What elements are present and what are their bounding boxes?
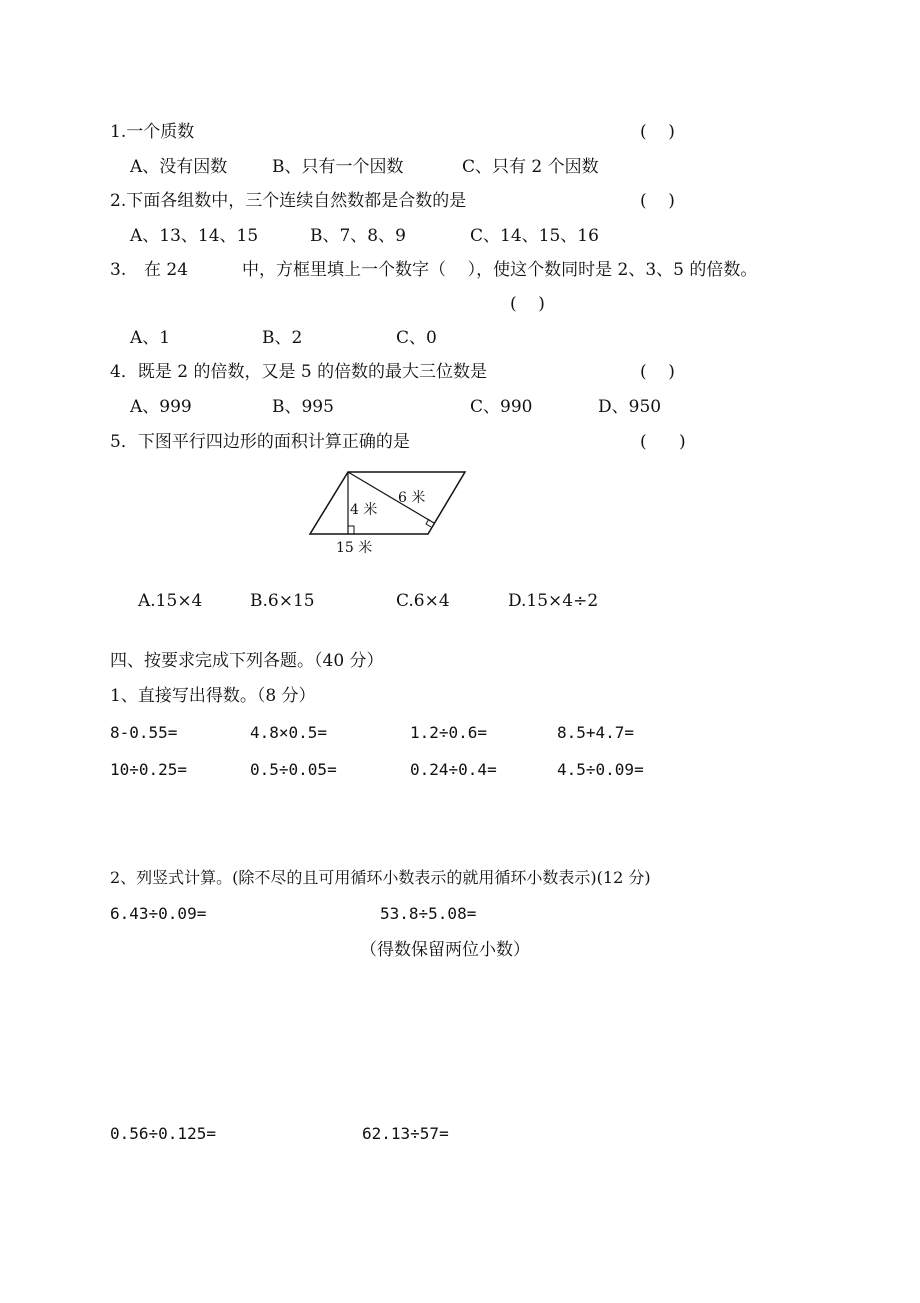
q2-option-a[interactable]: A、13、14、15 bbox=[130, 226, 259, 246]
q4-option-c[interactable]: C、990 bbox=[470, 397, 533, 417]
parallelogram-figure bbox=[300, 462, 490, 562]
q4-stem: 4．既是 2 的倍数，又是 5 的倍数的最大三位数是 bbox=[110, 362, 488, 382]
p1-r2-c4[interactable]: 4.5÷0.09= bbox=[557, 760, 644, 779]
p1-r1-c3[interactable]: 1.2÷0.6= bbox=[410, 723, 488, 742]
parallelogram-outline bbox=[310, 472, 465, 534]
q4-option-d[interactable]: D、950 bbox=[598, 397, 662, 417]
q5-option-d[interactable]: D.15×4÷2 bbox=[508, 591, 599, 611]
label-15m: 15 米 bbox=[336, 540, 373, 556]
q4-option-b[interactable]: B、995 bbox=[272, 397, 334, 417]
p1-r2-c1[interactable]: 10÷0.25= bbox=[110, 760, 188, 779]
q1-option-a[interactable]: A、没有因数 bbox=[130, 157, 228, 177]
q2-option-c[interactable]: C、14、15、16 bbox=[470, 226, 599, 246]
part2-title: 2、列竖式计算。(除不尽的且可用循环小数表示的就用循环小数表示)(12 分) bbox=[110, 868, 651, 887]
q3-stem-post: 中，方框里填上一个数字（ ），使这个数同时是 2、3、5 的倍数。 bbox=[242, 260, 758, 280]
q5-answer-bracket[interactable]: ( ) bbox=[640, 432, 686, 452]
part1-title: 1、直接写出得数。（8 分） bbox=[110, 686, 316, 706]
p1-r2-c3[interactable]: 0.24÷0.4= bbox=[410, 760, 497, 779]
q2-stem: 2.下面各组数中，三个连续自然数都是合数的是 bbox=[110, 191, 467, 211]
q3-option-b[interactable]: B、2 bbox=[262, 328, 303, 348]
q5-option-c[interactable]: C.6×4 bbox=[396, 591, 450, 611]
q3-option-c[interactable]: C、0 bbox=[396, 328, 437, 348]
q3-number: 3. bbox=[110, 260, 127, 280]
q5-option-b[interactable]: B.6×15 bbox=[250, 591, 315, 611]
section-4-title: 四、按要求完成下列各题。（40 分） bbox=[110, 651, 384, 671]
p1-r1-c1[interactable]: 8-0.55= bbox=[110, 723, 178, 742]
q3-stem-pre: 在 24 bbox=[144, 260, 189, 280]
p1-r1-c4[interactable]: 8.5+4.7= bbox=[557, 723, 635, 742]
q3-option-a[interactable]: A、1 bbox=[130, 328, 171, 348]
p1-r1-c2[interactable]: 4.8×0.5= bbox=[250, 723, 328, 742]
p2-expr-2[interactable]: 53.8÷5.08= bbox=[380, 904, 477, 923]
q2-option-b[interactable]: B、7、8、9 bbox=[310, 226, 406, 246]
p1-r2-c2[interactable]: 0.5÷0.05= bbox=[250, 760, 337, 779]
q5-stem: 5．下图平行四边形的面积计算正确的是 bbox=[110, 432, 410, 452]
parallelogram-diagram bbox=[300, 462, 490, 562]
right-angle-mark-base bbox=[348, 526, 354, 534]
p2-expr-4[interactable]: 62.13÷57= bbox=[362, 1124, 449, 1143]
q4-answer-bracket[interactable]: ( ) bbox=[640, 362, 675, 382]
q1-option-b[interactable]: B、只有一个因数 bbox=[272, 157, 404, 177]
p2-expr-3[interactable]: 0.56÷0.125= bbox=[110, 1124, 216, 1143]
q1-option-c[interactable]: C、只有 2 个因数 bbox=[462, 157, 599, 177]
q2-answer-bracket[interactable]: ( ) bbox=[640, 191, 675, 211]
q4-option-a[interactable]: A、999 bbox=[130, 397, 192, 417]
q1-stem: 1.一个质数 bbox=[110, 122, 195, 142]
label-6m: 6 米 bbox=[398, 490, 426, 506]
p2-rounding-note: （得数保留两位小数） bbox=[360, 940, 530, 960]
q5-option-a[interactable]: A.15×4 bbox=[138, 591, 203, 611]
p2-expr-1[interactable]: 6.43÷0.09= bbox=[110, 904, 207, 923]
q3-answer-bracket[interactable]: ( ) bbox=[510, 294, 545, 314]
q1-answer-bracket[interactable]: ( ) bbox=[640, 122, 675, 142]
label-4m: 4 米 bbox=[350, 502, 378, 518]
